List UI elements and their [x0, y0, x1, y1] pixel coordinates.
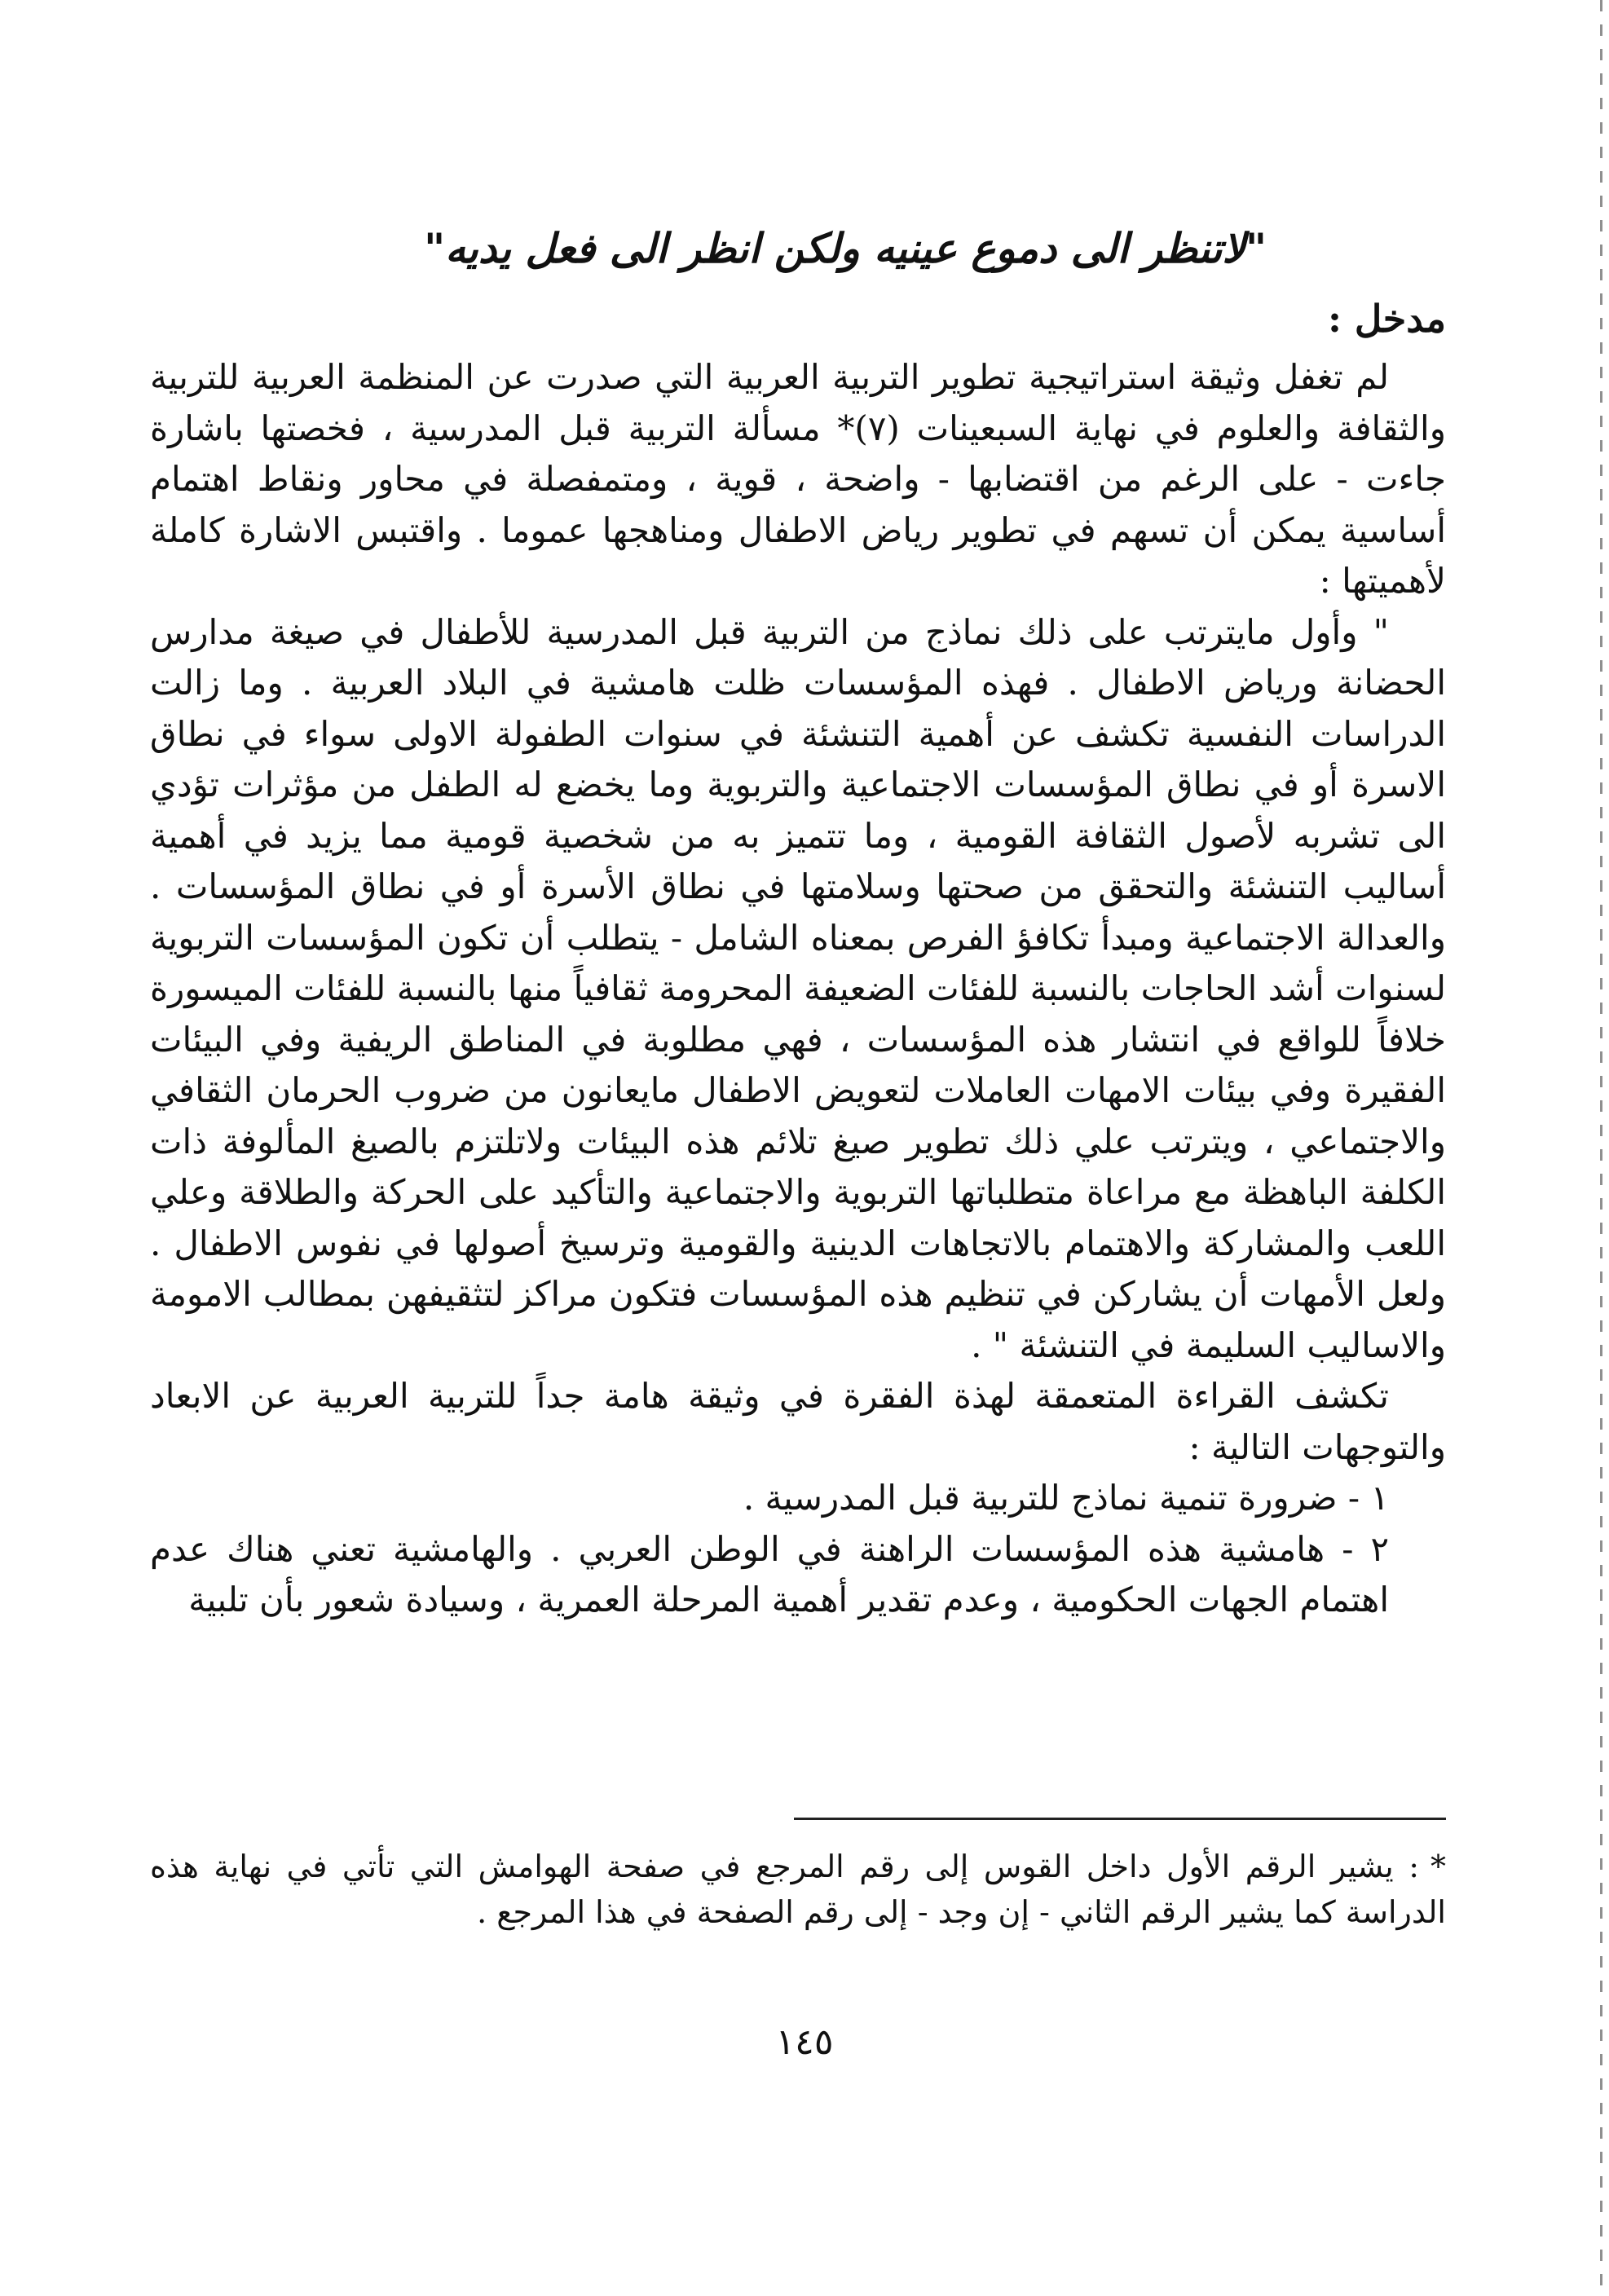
epigraph-quote: "لاتنظر الى دموع عينيه ولكن انظر الى فعل يديه" — [424, 224, 1267, 272]
footnote-text: : يشير الرقم الأول داخل القوس إلى رقم المرجع في صفحة الهوامش التي تأتي في نهاية هذه الدراسة كما يشير الرقم الثاني - إن وجد - إلى رقم الصفحة في هذا المرجع . — [150, 1849, 1446, 1930]
scan-edge — [1600, 0, 1602, 2296]
page-number: ١٤٥ — [775, 2021, 834, 2063]
section-heading: مدخل : — [1327, 297, 1446, 341]
body-text — [150, 352, 1446, 1626]
intro-paragraph: لم تغفل وثيقة استراتيجية تطوير التربية العربية التي صدرت عن المنظمة العربية للتربية والثقافة والعلوم في نهاية السبعينات (٧)* مسألة التربية قبل المدرسية ، فخصتها باشارة جاءت - على الرغم من اقتضابها - واضحة ، قوية ، ومتمفصلة في محاور ونقاط اهتمام أساسية يمكن أن تسهم في تطوير رياض الاطفال ومناهجها عموما . واقتبس الاشارة كاملة لأهميتها : — [150, 357, 1446, 601]
dimensions-list — [150, 1473, 1446, 1626]
quoted-paragraph: " وأول مايترتب على ذلك نماذج من التربية قبل المدرسية للأطفال في صيغة مدارس الحضانة ورياض الاطفال . فهذه المؤسسات ظلت هامشية في البلاد العربية . وما زالت الدراسات النفسية تكشف عن أهمية التنشئة في سنوات الطفولة الاولى سواء في نطاق الاسرة أو في نطاق المؤسسات الاجتماعية والتربوية وما يخضع له الطفل من مؤثرات تؤدي الى تشربه لأصول الثقافة القومية ، وما تتميز به من شخصية قومية مما يزيد في أهمية أساليب التنشئة والتحقق من صحتها وسلامتها في نطاق الأسرة أو في نطاق المؤسسات . والعدالة الاجتماعية ومبدأ تكافؤ الفرص بمعناه الشامل - يتطلب أن تكون المؤسسات التربوية لسنوات أشد الحاجات بالنسبة للفئات الضعيفة المحرومة ثقافياً منها بالنسبة للفئات الميسورة خلافاً للواقع في انتشار هذه المؤسسات ، فهي مطلوبة في المناطق الريفية وفي البيئات الفقيرة وفي بيئات الامهات العاملات لتعويض الاطفال مايعانون من ضروب الحرمان الثقافي والاجتماعي ، ويترتب علي ذلك تطوير صيغ تلائم هذه البيئات ولاتلتزم بالصيغ المألوفة ذات الكلفة الباهظة مع مراعاة متطلباتها التربوية والاجتماعية والتأكيد على الحركة والطلاقة وعلي اللعب والمشاركة والاهتمام بالاتجاهات الدينية والقومية وترسيخ أصولها في نفوس الاطفال . ولعل الأمهات أن يشاركن في تنظيم هذه المؤسسات فتكون مراكز لتثقيفهن بمطالب الامومة والاساليب السليمة في التنشئة " . — [150, 611, 1446, 1365]
footnote-marker: * — [1430, 1849, 1446, 1884]
footnote-divider — [794, 1818, 1446, 1820]
footnote — [150, 1844, 1446, 1935]
list-item: ١ - ضرورة تنمية نماذج للتربية قبل المدرسية . — [743, 1478, 1389, 1518]
list-item: ٢ - هامشية هذه المؤسسات الراهنة في الوطن العربي . والهامشية تعني هناك عدم اهتمام الجهات الحكومية ، وعدم تقدير أهمية المرحلة العمرية ، وسيادة شعور بأن تلبية — [150, 1528, 1389, 1620]
reading-paragraph: تكشف القراءة المتعمقة لهذة الفقرة في وثيقة هامة جداً للتربية العربية عن الابعاد والتوجهات التالية : — [150, 1376, 1446, 1467]
